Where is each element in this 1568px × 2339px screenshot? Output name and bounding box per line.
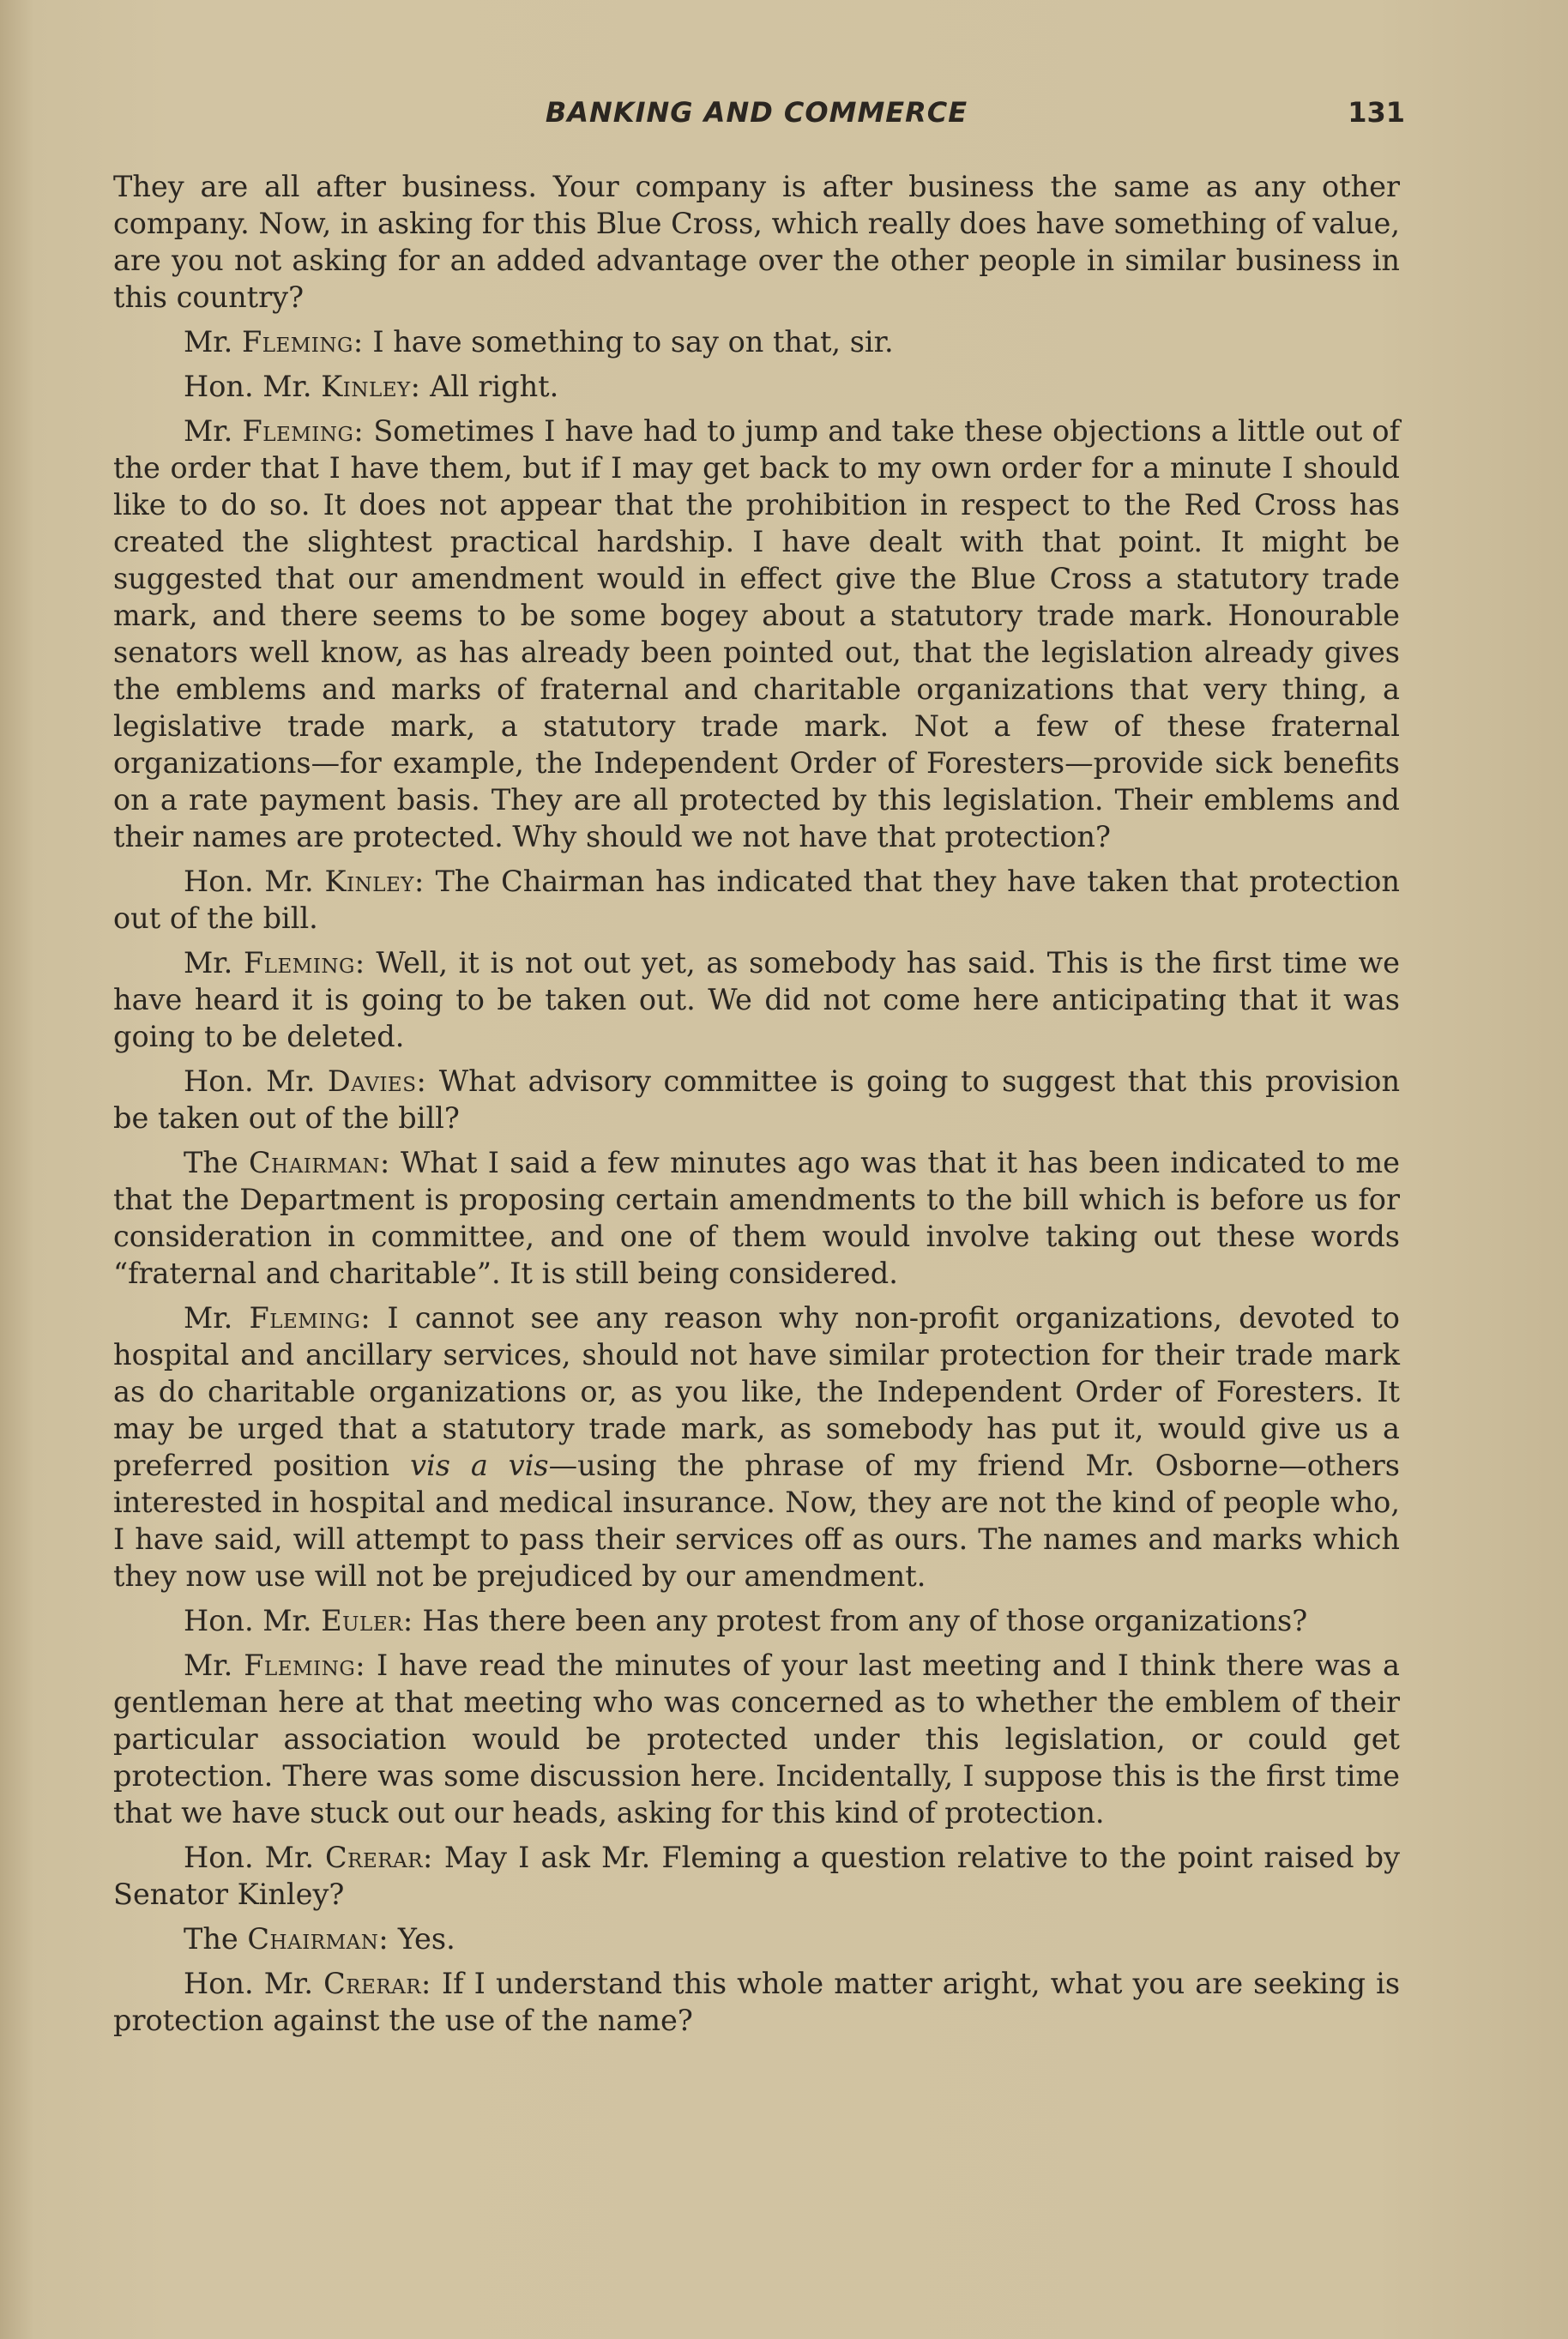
paragraph-text: Yes. <box>397 1922 455 1956</box>
speaker-prefix: Mr. <box>184 325 233 359</box>
speaker-name: Davies: <box>327 1064 427 1098</box>
speaker-name: Fleming: <box>243 946 365 980</box>
paragraph <box>113 413 1400 855</box>
paragraph <box>113 1647 1400 1831</box>
speaker-prefix: Mr. <box>184 1649 233 1682</box>
paragraph-text: What I said a few minutes ago was that it has been indicated to me that the Department is proposing certain amendments to the bill which is before us for consideration in committee, and one of them would involve taking out these words “fraternal and charitable”. It is still being considered. <box>113 1146 1400 1290</box>
paragraph-text: Sometimes I have had to jump and take these objections a little out of the order that I have them, but if I may get back to my own order for a minute I should like to do so. It does not appear that the prohibition in respect to the Red Cross has created the slightest practical hardship. I have dealt with that point. It might be suggested that our amendment would in effect give the Blue Cross a statutory trade mark, and there seems to be some bogey about a statutory trade mark. Honourable senators well know, as has already been pointed out, that the legislation already gives the emblems and marks of fraternal and charitable organizations that very thing, a legislative trade mark, a statutory trade mark. Not a few of these fraternal organizations—for example, the Independent Order of Foresters—provide sick benefits on a rate payment basis. They are all protected by this legislation. Their emblems and their names are protected. Why should we not have that protection? <box>113 414 1401 853</box>
running-header-title: BANKING AND COMMERCE <box>545 96 968 129</box>
paragraph <box>113 1299 1400 1594</box>
paragraph-text: I have read the minutes of your last meeting and I think there was a gentleman here at that meeting who was concerned as to whether the emblem of their particular association would be protected under this legislation, or could get protection. There was some discussion here. Incidentally, I suppose this is the first time that we have stuck out our heads, asking for this kind of protection. <box>113 1649 1400 1830</box>
paragraph-text: If I understand this whole matter aright, what you are seeking is protection against the use of the name? <box>113 1967 1401 2037</box>
paragraph-text: Has there been any protest from any of those organizations? <box>422 1604 1308 1637</box>
speaker-name: Crerar: <box>325 1841 433 1874</box>
running-header <box>113 93 1405 136</box>
speaker-name: Chairman: <box>249 1146 390 1179</box>
speaker-prefix: Mr. <box>184 414 233 448</box>
paragraph-text: I have something to say on that, sir. <box>372 325 894 359</box>
speaker-prefix: Hon. Mr. <box>184 1604 312 1637</box>
paragraph <box>113 368 1400 405</box>
speaker-name: Crerar: <box>323 1967 431 2000</box>
paragraph <box>113 1602 1400 1639</box>
paragraph <box>113 1063 1400 1136</box>
speaker-prefix: The <box>184 1146 238 1179</box>
speaker-prefix: Hon. Mr. <box>184 1064 316 1098</box>
speaker-name: Chairman: <box>247 1922 389 1956</box>
speaker-name: Kinley: <box>324 865 425 898</box>
paragraph-text: Well, it is not out yet, as somebody has said. This is the first time we have heard it is going to be taken out. We did not come here anticipating that it was going to be deleted. <box>113 946 1400 1053</box>
paragraph <box>113 168 1400 316</box>
speaker-prefix: Mr. <box>184 1301 233 1335</box>
speaker-prefix: Hon. Mr. <box>184 1967 313 2000</box>
speaker-name: Kinley: <box>321 370 421 403</box>
italic-phrase: vis a vis <box>410 1449 549 1482</box>
paragraph <box>113 863 1400 937</box>
paragraph-text: —using the phrase of my friend Mr. Osborne—others interested in hospital and medical insurance. Now, they are not the kind of people who, I have said, will attempt to pass their services off as ours. The names and marks which they now use will not be prejudiced by our amendment. <box>113 1449 1401 1593</box>
speaker-name: Fleming: <box>249 1301 371 1335</box>
paragraph-text: I cannot see any reason why non-profit organizations, devoted to hospital and ancillary services, should not have similar protection for their trade mark as do charitable organizations or, as you like, the Independent Order of Foresters. It may be urged that a statutory trade mark, as somebody has put it, would give us a preferred position <box>113 1301 1400 1482</box>
speaker-prefix: The <box>184 1922 238 1956</box>
speaker-prefix: Hon. Mr. <box>184 1841 314 1874</box>
paragraph <box>113 1839 1400 1913</box>
paragraph <box>113 1920 1400 1957</box>
page-number: 131 <box>1348 96 1405 129</box>
speaker-name: Fleming: <box>242 414 365 448</box>
paragraph <box>113 323 1400 360</box>
speaker-prefix: Mr. <box>184 946 233 980</box>
speaker-name: Fleming: <box>244 1649 366 1682</box>
speaker-name: Fleming: <box>241 325 364 359</box>
paragraph <box>113 1144 1400 1292</box>
paragraph-text: All right. <box>430 370 559 403</box>
paragraph <box>113 1965 1400 2039</box>
speaker-name: Euler: <box>321 1604 413 1637</box>
paragraph-text: May I ask Mr. Fleming a question relative to the point raised by Senator Kinley? <box>113 1841 1400 1911</box>
paragraph-text: The Chairman has indicated that they have taken that protection out of the bill. <box>113 865 1401 935</box>
paragraph <box>113 944 1400 1055</box>
speaker-prefix: Hon. Mr. <box>184 865 314 898</box>
paragraph-text: What advisory committee is going to suggest that this provision be taken out of the bill? <box>113 1064 1401 1135</box>
paragraph-text: They are all after business. Your company is after business the same as any other company. Now, in asking for this Blue Cross, which really does have something of value, are you not asking for an added advantage over the other people in similar business in this country? <box>113 170 1400 314</box>
body-text <box>113 168 1400 2047</box>
speaker-prefix: Hon. Mr. <box>184 370 312 403</box>
